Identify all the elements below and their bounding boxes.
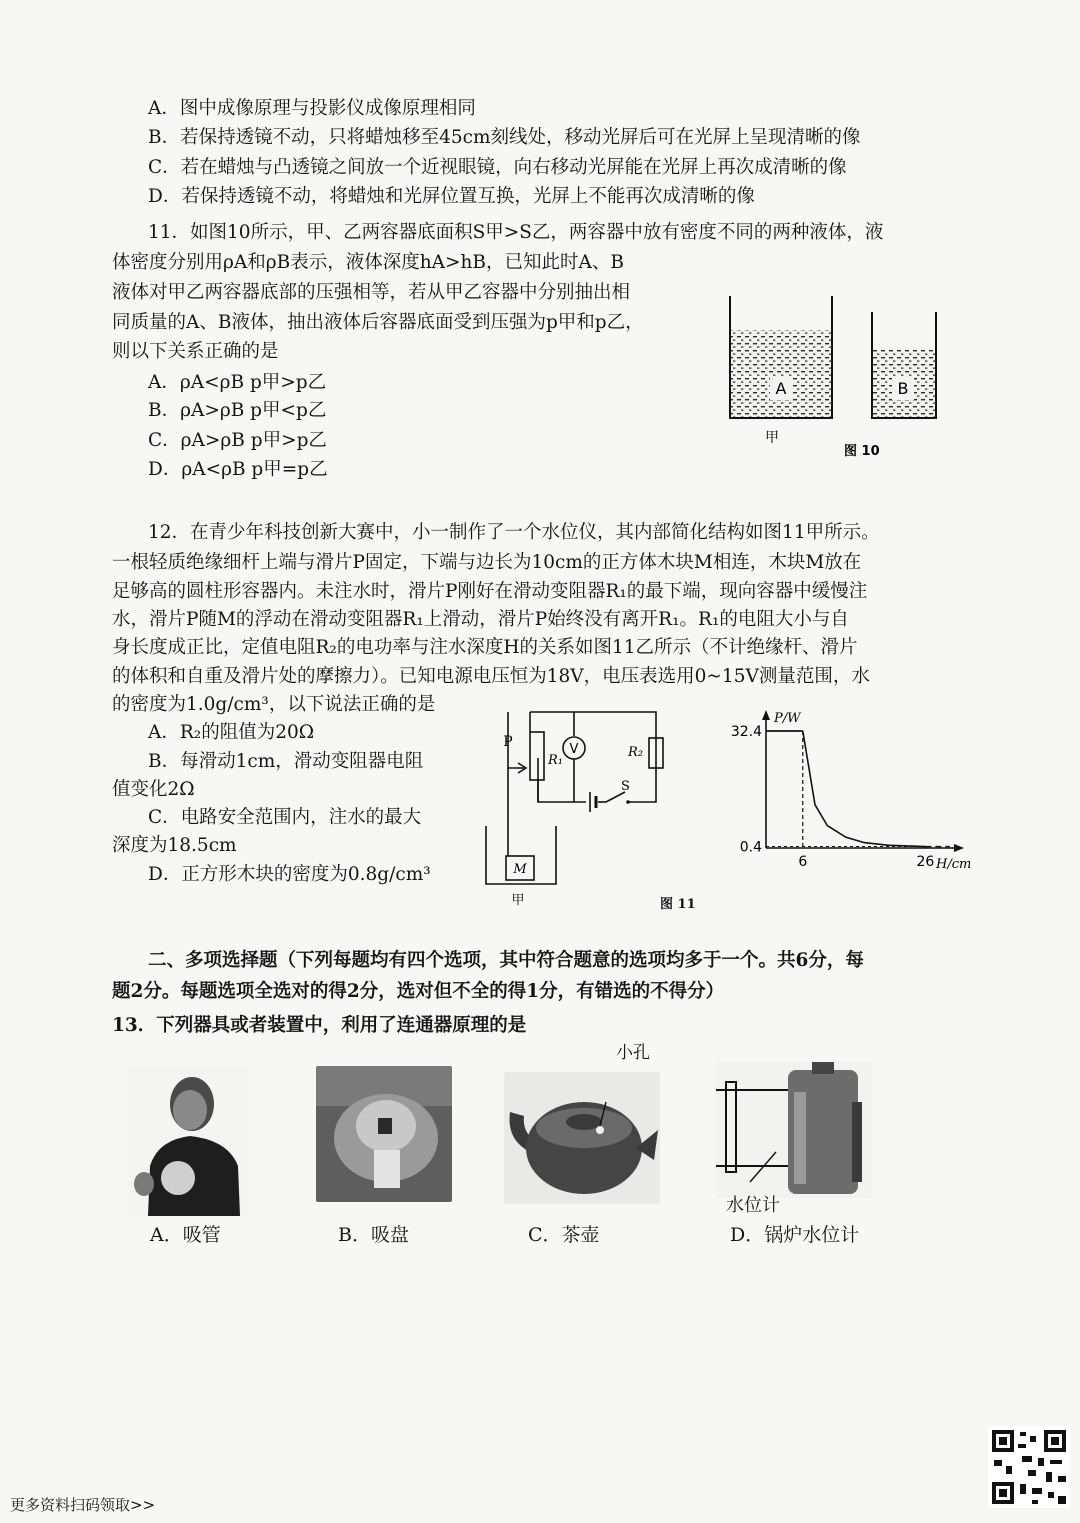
section2-line-1: 二、多项选择题（下列每题均有四个选项，其中符合题意的选项均多于一个。共6分，每 [148, 950, 864, 971]
q12-option-b-cont: 值变化2Ω [112, 779, 195, 800]
chart-y-label: P/W [774, 711, 801, 726]
label-liquid-b: B [897, 379, 909, 398]
chart-x-label: H/cm [936, 857, 972, 872]
q11-line-5: 则以下关系正确的是 [112, 341, 279, 362]
x-axis-arrow-icon [954, 844, 964, 852]
figure-10-containers [720, 292, 960, 462]
q13-option-b: B．吸盘 [338, 1224, 409, 1246]
figure-11-circuit [478, 706, 678, 912]
q12-option-a: A．R₂的阻值为20Ω [148, 722, 315, 743]
q12-option-d: D．正方形木块的密度为0.8g/cm³ [148, 864, 431, 885]
q12-line-4: 水，滑片P随M的浮动在滑动变阻器R₁上滑动，滑片P始终没有离开R₁。R₁的电阻大小与自 [112, 609, 849, 630]
chart-x-tick-1: 26 [916, 854, 935, 870]
q11-line-2: 体密度分别用ρA和ρB表示，液体深度hA>hB，已知此时A、B [112, 252, 624, 273]
container-yi [872, 312, 936, 418]
q11-option-a: A．ρA<ρB p甲>p乙 [148, 372, 327, 393]
photo-teapot [504, 1072, 660, 1204]
footer-link[interactable]: 更多资料扫码领取>> [10, 1496, 156, 1514]
q10-option-b: B．若保持透镜不动，只将蜡烛移至45cm刻线处，移动光屏后可在光屏上呈现清晰的像 [148, 127, 861, 148]
q12-line-6: 的体积和自重及滑片处的摩擦力）。已知电源电压恒为18V，电压表选用0~15V测量范围，水 [112, 666, 870, 687]
q12-line-7: 的密度为1.0g/cm³，以下说法正确的是 [112, 694, 436, 715]
caption-fig10: 图 10 [844, 444, 880, 459]
q13-option-d: D．锅炉水位计 [730, 1224, 860, 1246]
q11-line-4: 同质量的A、B液体，抽出液体后容器底面受到压强为p甲和p乙， [112, 312, 644, 333]
q11-option-d: D．ρA<ρB p甲=p乙 [148, 459, 328, 480]
caption-fig11: 图 11 [660, 897, 696, 912]
label-jia-fig11: 甲 [511, 893, 525, 908]
label-switch-s: S [621, 779, 630, 794]
label-block-m: M [513, 862, 527, 877]
q12-line-1: 12．在青少年科技创新大赛中，小一制作了一个水位仪，其内部简化结构如图11甲所示。 [148, 522, 880, 543]
q10-option-c: C．若在蜡烛与凸透镜之间放一个近视眼镜，向右移动光屏能在光屏上再次成清晰的像 [148, 157, 847, 178]
q11-line-3: 液体对甲乙两容器底部的压强相等，若从甲乙容器中分别抽出相 [112, 282, 631, 303]
y-axis-arrow-icon [762, 710, 770, 720]
section2-line-2: 题2分。每题选项全选对的得2分，选对但不全的得1分，有错选的不得分） [112, 981, 725, 1002]
q12-line-2: 一根轻质绝缘细杆上端与滑片P固定，下端与边长为10cm的正方体木块M相连，木块M放在 [112, 552, 862, 573]
label-water-gauge: 水位计 [726, 1195, 780, 1216]
q13-option-a: A．吸管 [150, 1224, 221, 1246]
chart-x-tick-0: 6 [798, 854, 808, 870]
label-jia-fig10: 甲 [765, 430, 779, 446]
chart-y-tick-0: 32.4 [730, 724, 762, 740]
q11-option-b: B．ρA>ρB p甲<p乙 [148, 400, 327, 421]
photo-straw [128, 1066, 248, 1216]
label-voltmeter: V [569, 742, 579, 757]
q10-option-d: D．若保持透镜不动，将蜡烛和光屏位置互换，光屏上不能再次成清晰的像 [148, 186, 755, 207]
q13-stem: 13．下列器具或者装置中，利用了连通器原理的是 [112, 1015, 527, 1036]
photo-boiler-gauge [716, 1062, 872, 1198]
photo-suction-cup [316, 1066, 452, 1202]
q12-line-5: 身长度成正比，定值电阻R₂的电功率与注水深度H的关系如图11乙所示（不计绝缘杆、滑片 [112, 637, 858, 658]
q10-option-a: A．图中成像原理与投影仪成像原理相同 [148, 98, 476, 119]
figure-11-chart [722, 708, 978, 878]
q11-line-1: 11．如图10所示，甲、乙两容器底面积S甲>S乙，两容器中放有密度不同的两种液体，液 [148, 222, 884, 243]
chart-y-tick-1: 0.4 [739, 839, 762, 856]
q12-option-c-cont: 深度为18.5cm [112, 835, 237, 856]
label-liquid-a: A [775, 379, 787, 398]
label-r2: R₂ [628, 745, 643, 760]
label-r1: R₁ [548, 753, 563, 768]
label-small-hole: 小孔 [616, 1043, 650, 1063]
q12-line-3: 足够高的圆柱形容器内。未注水时，滑片P刚好在滑动变阻器R₁的最下端，现向容器中缓慢注 [112, 581, 868, 602]
q12-option-b: B．每滑动1cm，滑动变阻器电阻 [148, 751, 424, 772]
q13-option-c: C．茶壶 [528, 1224, 600, 1246]
q12-option-c: C．电路安全范围内，注水的最大 [148, 807, 422, 828]
q11-option-c: C．ρA>ρB p甲>p乙 [148, 430, 327, 451]
chart-series-decay [803, 731, 926, 847]
qr-code[interactable] [988, 1426, 1070, 1508]
label-slider-p: P [503, 734, 513, 750]
